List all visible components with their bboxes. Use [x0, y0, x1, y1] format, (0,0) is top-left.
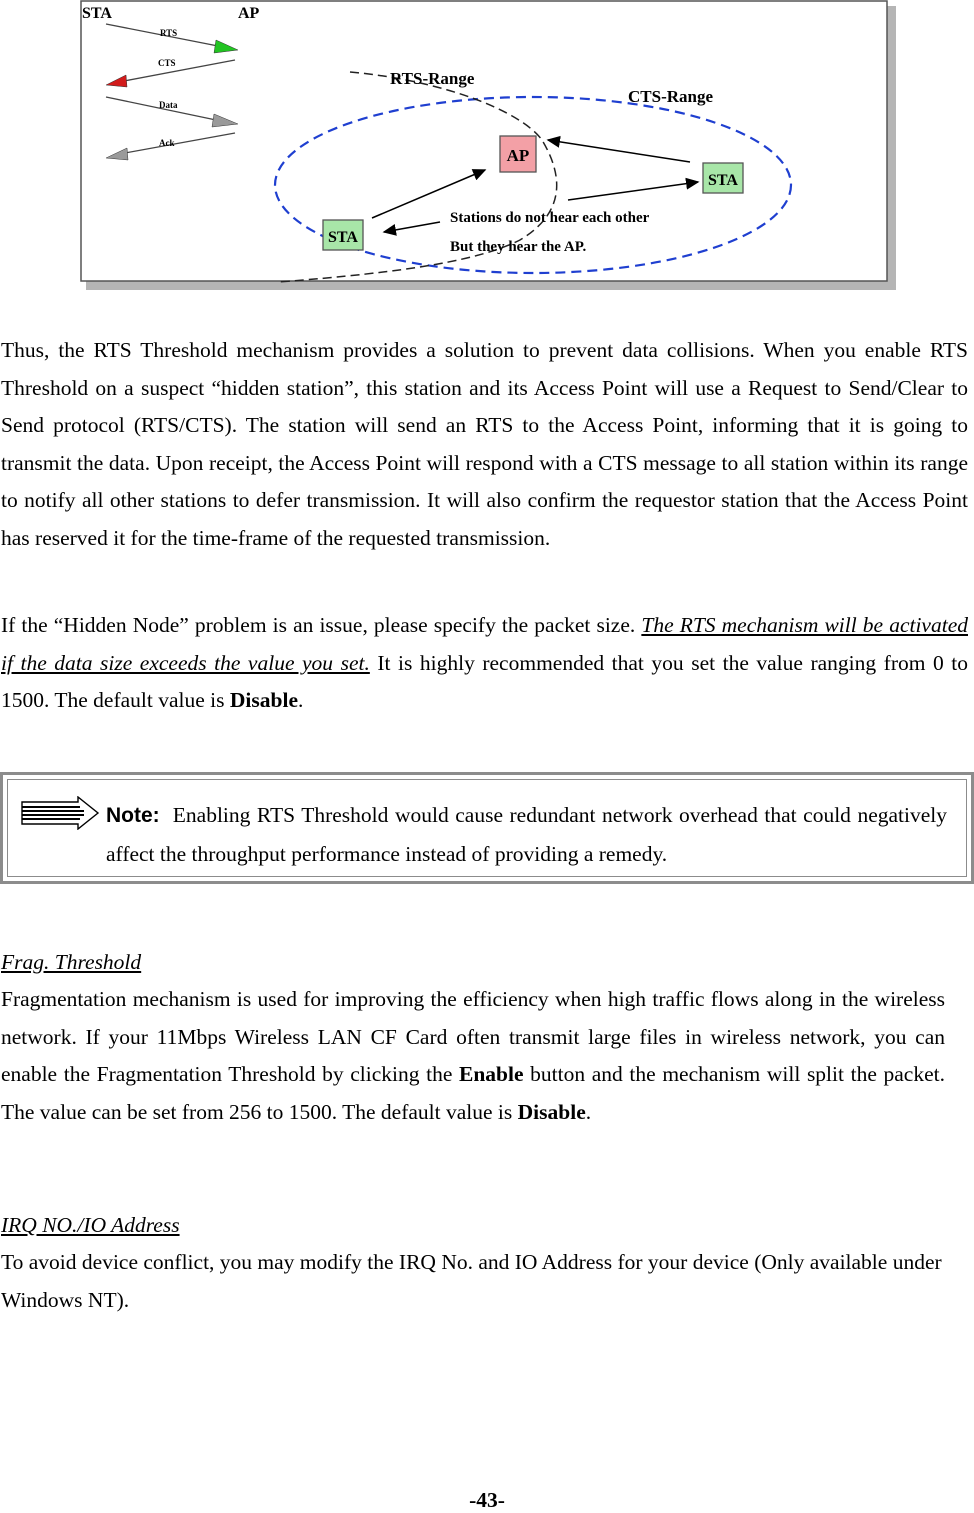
- frag-default-value: Disable: [517, 1099, 586, 1124]
- frag-text-b: button and the mechanism will split the packet. The value can be set from 256 to 1500. The default value is: [1, 1062, 945, 1124]
- note-body: Enabling RTS Threshold would cause redundant network overhead that could negatively affect the throughput performance instead of providing a remedy.: [106, 803, 948, 866]
- legend-ap-label: AP: [238, 5, 260, 22]
- hidden-node-paragraph: [1, 607, 968, 720]
- frag-enable-word: Enable: [459, 1062, 524, 1086]
- legend-cts-label: CTS: [158, 58, 176, 68]
- note-arrow-icon: [20, 796, 104, 830]
- page-number: -43-: [469, 1488, 505, 1512]
- rts-default-value: Disable: [229, 688, 298, 712]
- rts-range-label: RTS-Range: [390, 69, 475, 88]
- sta-right-label: STA: [708, 172, 738, 189]
- cts-range-label: CTS-Range: [628, 87, 714, 106]
- rts-explanation-paragraph: Thus, the RTS Threshold mechanism provides a solution to prevent data collisions. When you enable RTS Threshold on a suspect “hidden station”, this station and its Access Point will use a Request to Send/Clear to Send protocol (RTS/CTS). The station will send an RTS to the Access Point, informing that it is going to transmit the data. Upon receipt, the Access Point will respond with a CTS message to all station within its range to notify all other stations to defer transmission. It will also confirm the requestor station that the Access Point has reserved it for the time-frame of the requested transmission.: [1, 338, 968, 550]
- frag-period: .: [585, 1099, 592, 1124]
- frag-text-a: Fragmentation mechanism is used for improving the efficiency when high traffic flows along in the wireless network. If your 11Mbps Wireless LAN CF Card often transmit large files in wireless network, you can enable the Fragmentation Threshold by clicking the: [1, 987, 945, 1086]
- frag-threshold-heading: Frag. Threshold: [1, 950, 142, 974]
- rts-activation-emphasis: The RTS mechanism will be activated if the data size exceeds the value you set.: [1, 613, 968, 675]
- note-box: [0, 772, 974, 884]
- legend-sta-label: STA: [82, 5, 112, 22]
- hidden-node-intro: If the “Hidden Node” problem is an issue, please specify the packet size.: [1, 613, 642, 637]
- hidden-node-recommendation: It is highly recommended that you set the value ranging from 0 to 1500. The default value is: [1, 650, 968, 712]
- legend-data-label: Data: [159, 100, 178, 110]
- ap-node-label: AP: [506, 146, 530, 165]
- rts-cts-diagram: [80, 0, 898, 292]
- irq-paragraph: To avoid device conflict, you may modify the IRQ No. and IO Address for your device (Only available under Windows NT).: [1, 1250, 942, 1312]
- sta-left-label: STA: [328, 229, 358, 246]
- diagram-svg: [80, 0, 898, 292]
- legend-ack-label: Ack: [159, 138, 175, 148]
- legend-rts-label: RTS: [160, 28, 178, 38]
- caption-line-2: But they hear the AP.: [450, 239, 587, 255]
- note-label: Note:: [106, 804, 160, 827]
- note-text: [106, 796, 947, 873]
- frag-threshold-paragraph: [1, 981, 945, 1131]
- irq-heading: IRQ NO./IO Address: [1, 1213, 180, 1237]
- caption-line-1: Stations do not hear each other: [450, 210, 650, 226]
- hidden-node-period: .: [297, 688, 304, 712]
